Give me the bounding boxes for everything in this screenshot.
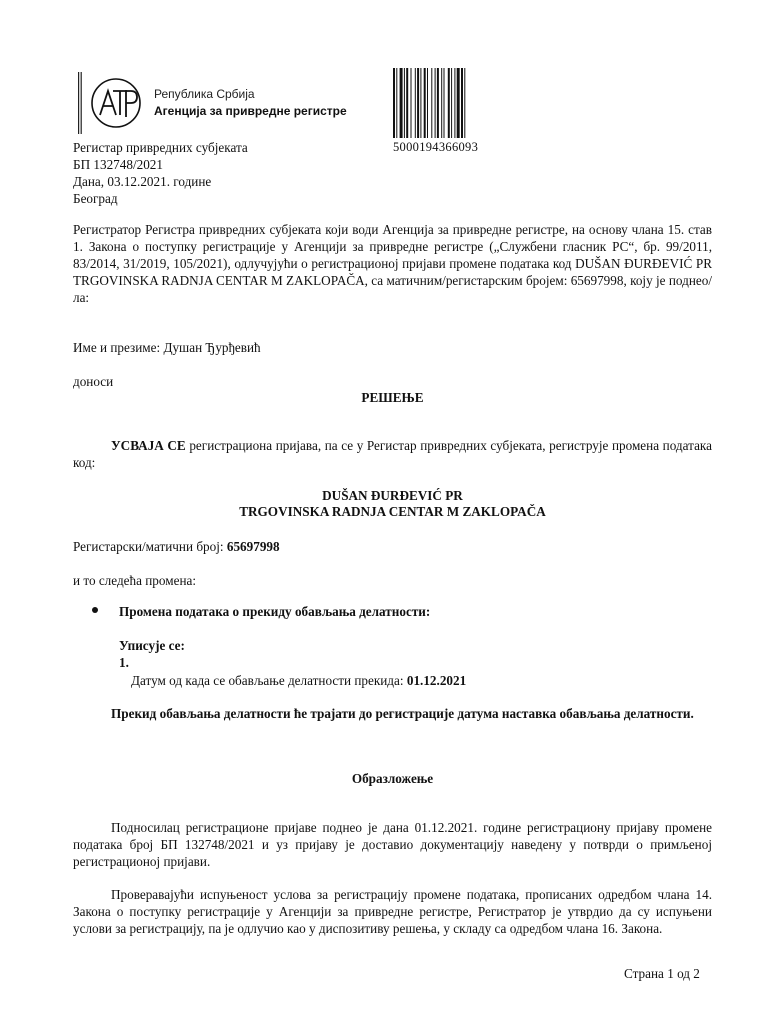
interruption-date-line (131, 672, 466, 689)
barcode-bar (448, 68, 450, 138)
entry-number: 1. (119, 655, 129, 670)
barcode-bar (406, 68, 408, 138)
barcode-bar (396, 68, 397, 138)
interruption-date-value: 01.12.2021 (406, 673, 467, 688)
page-number: Страна 1 од 2 (624, 966, 700, 981)
barcode-number: 5000194366093 (393, 140, 479, 154)
register-name: Регистар привредних субјеката (73, 140, 248, 155)
case-number: БП 132748/2021 (73, 157, 163, 172)
company-name-line2: TRGOVINSKA RADNJA CENTAR M ZAKLOPAČA (239, 504, 546, 519)
barcode-bar (420, 68, 421, 138)
barcode-bar (454, 68, 455, 138)
change-heading: Промена података о прекиду обављања делатности: (119, 604, 431, 619)
applicant-line (73, 339, 261, 356)
barcode-bar (400, 68, 403, 138)
registration-number-value: 65697998 (226, 539, 280, 554)
barcode-bar (411, 68, 412, 138)
barcode-bar (417, 68, 419, 138)
barcode (393, 68, 493, 138)
logo-agency-text: Агенција за привредне регистре (154, 104, 347, 118)
interruption-note: Прекид обављања делатности ће трајати до регистрације датума наставка обављања делатности. (111, 706, 694, 721)
document-date: Дана, 03.12.2021. године (73, 174, 212, 189)
barcode-bar (461, 68, 463, 138)
barcode-bar (404, 68, 405, 138)
agency-logo (78, 72, 348, 134)
company-name-line1: DUŠAN ĐURĐEVIĆ PR (322, 488, 463, 503)
interruption-date-label: Датум од када се обављање делатности прекида: (131, 673, 407, 688)
barcode-bar (437, 68, 439, 138)
change-intro: и то следећа промена: (73, 573, 197, 588)
logo-frame (78, 72, 82, 134)
logo-republic-text: Република Србија (154, 87, 255, 101)
explanation-title: Образложење (351, 771, 434, 786)
registration-number-line (73, 538, 280, 555)
apr-emblem-icon (86, 75, 146, 131)
barcode-bar (415, 68, 416, 138)
barcode-bar (431, 68, 432, 138)
barcode-bar (457, 68, 460, 138)
barcode-bar (424, 68, 426, 138)
explanation-paragraph-2: Проверавајући испуњеност услова за регистрацију промене података, прописаних одредбом члана 14. Закона о поступку регистрације у Агенцији за привредне регистре, Регистратор је утврдио да су испуњени услови за регистрацију, па је одлучио као у диспозитиву решења, у складу са одредбом члана 16. Закона. (73, 887, 712, 936)
barcode-bar (441, 68, 442, 138)
issues-text: доноси (73, 374, 114, 389)
barcode-bar (393, 68, 395, 138)
bullet-icon (92, 607, 98, 613)
document-city: Београд (73, 191, 118, 206)
decision-keyword: УСВАЈА СЕ (111, 438, 186, 453)
barcode-bar (444, 68, 445, 138)
applicant-name: Душан Ђурђевић (163, 340, 261, 355)
applicant-label: Име и презиме: (73, 340, 161, 355)
entry-label: Уписује се: (119, 638, 185, 653)
decision-title: РЕШЕЊЕ (361, 390, 424, 405)
barcode-bar (427, 68, 428, 138)
decision-text: регистрациона пријава, па се у Регистар привредних субјеката, региструје промена података код: (73, 438, 712, 470)
decision-paragraph (73, 437, 712, 471)
registration-number-label: Регистарски/матични број: (73, 539, 227, 554)
barcode-bar (435, 68, 436, 138)
explanation-paragraph-1: Подносилац регистрационе пријаве поднео је дана 01.12.2021. године регистрациону пријаву промене података број БП 132748/2021 и уз пријаву је доставио документацију наведену у потврди о примљеној регистрационој пријави. (73, 820, 712, 869)
barcode-bar (464, 68, 465, 138)
intro-paragraph: Регистратор Регистра привредних субјеката који води Агенција за привредне регистре, на основу члана 15. став 1. Закона о поступку регистрације у Агенцији за привредне регистре („Службени гласник РС“, бр. 99/2011, 83/2014, 31/2019, 105/2021), одлучујући о регистрационој пријави промене података код DUŠAN ĐURĐEVIĆ PR TRGOVINSKA RADNJA CENTAR M ZAKLOPAČA, са матичним/регистарским бројем: 65697998, коју је поднео/ла: (73, 222, 712, 305)
barcode-bar (451, 68, 452, 138)
